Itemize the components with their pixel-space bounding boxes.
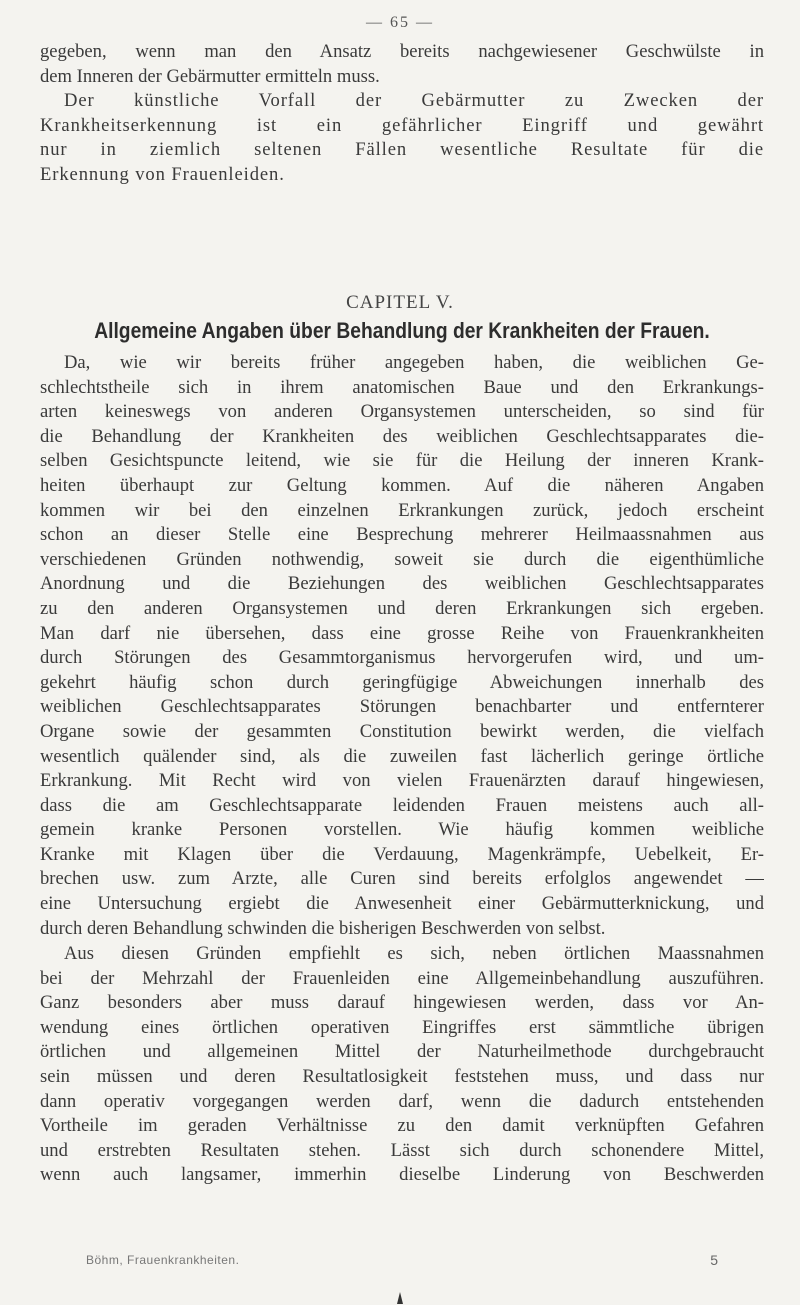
scan-marker-icon bbox=[397, 1292, 403, 1304]
text-line: schon an dieser Stelle eine Besprechung mehrerer Heilmaassnahmen aus bbox=[40, 524, 764, 546]
text-line: gegeben, wenn man den Ansatz bereits nachgewiesener Geschwülste in bbox=[40, 41, 764, 62]
text-line: heiten überhaupt zur Geltung kommen. Auf die näheren Angaben bbox=[40, 474, 764, 496]
text-line: Organe sowie der gesammten Constitution bewirkt werden, die vielfach bbox=[40, 720, 764, 742]
body-paragraph-1 bbox=[40, 351, 764, 941]
text-line: sein müssen und deren Resultatlosigkeit feststehen muss, und dass nur bbox=[40, 1065, 764, 1087]
text-line: bei der Mehrzahl der Frauenleiden eine Allgemeinbehandlung auszuführen. bbox=[40, 967, 764, 989]
text-line: wendung eines örtlichen operativen Eingriffes erst sämmtliche übrigen bbox=[40, 1016, 764, 1038]
text-line: Erkrankung. Mit Recht wird von vielen Frauenärzten darauf hingewiesen, bbox=[40, 770, 764, 792]
text-line: und erstrebten Resultaten stehen. Lässt sich durch schonendere Mittel, bbox=[40, 1139, 764, 1161]
signature-mark: 5 bbox=[710, 1252, 718, 1268]
text-line: zu den anderen Organsystemen und deren Erkrankungen sich ergeben. bbox=[40, 597, 764, 619]
top-paragraph bbox=[40, 40, 764, 89]
text-line: dass die am Geschlechtsapparate leidenden Frauen meistens auch all- bbox=[40, 794, 764, 816]
text-line: dann operativ vorgegangen werden darf, wenn die dadurch entstehenden bbox=[40, 1090, 764, 1112]
text-line: verschiedenen Gründen nothwendig, soweit sie durch die eigenthümliche bbox=[40, 548, 764, 570]
text-line: selben Gesichtspuncte leitend, wie sie für die Heilung der inneren Krank- bbox=[40, 450, 764, 472]
text-line: gemein kranke Personen vorstellen. Wie häufig kommen weibliche bbox=[40, 819, 764, 841]
text-line: Da, wie wir bereits früher angegeben haben, die weiblichen Ge- bbox=[64, 352, 764, 373]
text-line: wesentlich quälender sind, als die zuweilen fast lächerlich geringe örtliche bbox=[40, 745, 764, 767]
text-line: Vortheile im geraden Verhältnisse zu den damit verknüpften Gefahren bbox=[40, 1115, 764, 1137]
text-line: Ganz besonders aber muss darauf hingewiesen werden, dass vor An- bbox=[40, 992, 764, 1014]
text-line: örtlichen und allgemeinen Mittel der Naturheilmethode durchgebraucht bbox=[40, 1041, 764, 1063]
chapter-title: Allgemeine Angaben über Behandlung der Krankheiten der Frauen. bbox=[94, 318, 710, 343]
text-line: weiblichen Geschlechtsapparates Störungen benachbarter und entfernterer bbox=[40, 696, 764, 718]
text-line: Erkennung von Frauenleiden. bbox=[40, 163, 285, 185]
running-title: Böhm, Frauenkrankheiten. bbox=[86, 1253, 240, 1267]
text-line: durch deren Behandlung schwinden die bisherigen Beschwerden von selbst. bbox=[40, 917, 606, 939]
text-line: durch Störungen des Gesammtorganismus hervorgerufen wird, und um- bbox=[40, 647, 764, 669]
text-line: Aus diesen Gründen empfiehlt es sich, neben örtlichen Maassnahmen bbox=[64, 943, 764, 964]
text-line: gekehrt häufig schon durch geringfügige Abweichungen innerhalb des bbox=[40, 671, 764, 693]
text-line: Der künstliche Vorfall der Gebärmutter zu Zwecken der bbox=[64, 90, 764, 111]
text-line: Kranke mit Klagen über die Verdauung, Magenkrämpfe, Uebelkeit, Er- bbox=[40, 843, 764, 865]
body-paragraph-2 bbox=[40, 942, 764, 1188]
text-line: Krankheitserkennung ist ein gefährlicher Eingriff und gewährt bbox=[40, 114, 764, 136]
chapter-label: CAPITEL V. bbox=[346, 292, 454, 313]
text-line: wenn auch langsamer, immerhin dieselbe Linderung von Beschwerden bbox=[40, 1164, 764, 1186]
text-line: eine Untersuchung ergiebt die Anwesenheit einer Gebärmutterknickung, und bbox=[40, 893, 764, 915]
text-line: arten keineswegs von anderen Organsystemen unterscheiden, so sind für bbox=[40, 401, 764, 423]
page-footer bbox=[86, 1253, 718, 1267]
text-line: die Behandlung der Krankheiten des weiblichen Geschlechtsapparates die- bbox=[40, 425, 764, 447]
text-line: Anordnung und die Beziehungen des weiblichen Geschlechtsapparates bbox=[40, 573, 764, 595]
text-line: dem Inneren der Gebärmutter ermitteln muss. bbox=[40, 65, 380, 87]
text-line: kommen wir bei den einzelnen Erkrankungen zurück, jedoch erscheint bbox=[40, 499, 764, 521]
text-line: schlechtstheile sich in ihrem anatomischen Baue und den Erkrankungs- bbox=[40, 376, 764, 398]
text-line: brechen usw. zum Arzte, alle Curen sind bereits erfolglos angewendet — bbox=[40, 868, 764, 890]
second-paragraph bbox=[40, 89, 764, 187]
text-line: Man darf nie übersehen, dass eine grosse Reihe von Frauenkrankheiten bbox=[40, 622, 764, 644]
text-line: nur in ziemlich seltenen Fällen wesentliche Resultate für die bbox=[40, 139, 764, 161]
page-number: — 65 — bbox=[366, 14, 434, 31]
